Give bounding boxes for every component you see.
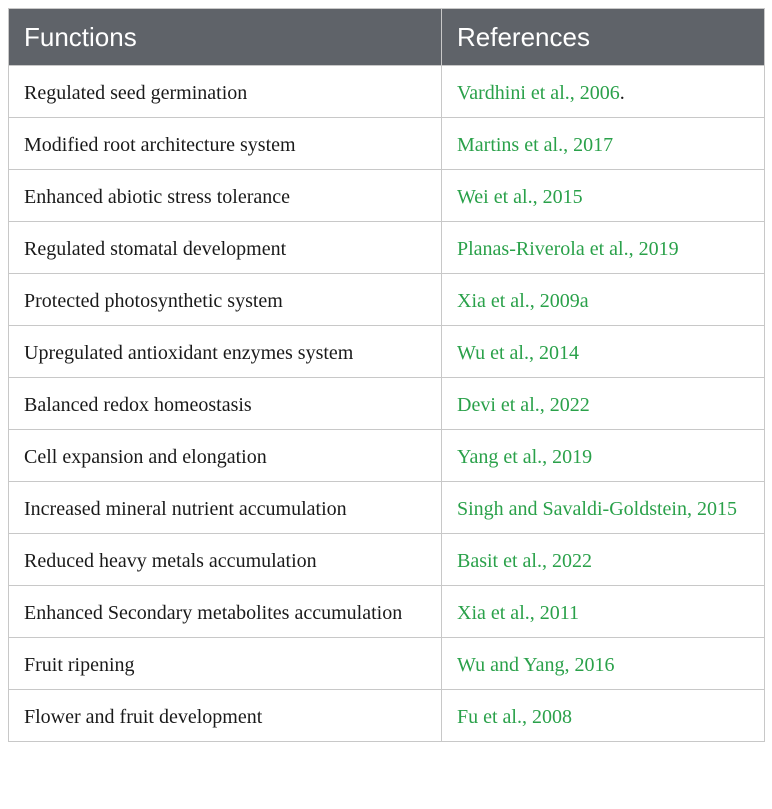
- table-row: [9, 170, 765, 222]
- table-row: [9, 638, 765, 690]
- function-cell: Balanced redox homeostasis: [9, 378, 442, 430]
- reference-link[interactable]: Fu et al., 2008: [457, 706, 572, 728]
- table-row: [9, 482, 765, 534]
- reference-cell: [442, 274, 765, 326]
- table-row: [9, 586, 765, 638]
- reference-link[interactable]: Xia et al., 2011: [457, 602, 580, 624]
- reference-link[interactable]: Wu et al., 2014: [457, 342, 579, 364]
- table-row: [9, 326, 765, 378]
- function-cell: Regulated seed germination: [9, 66, 442, 118]
- reference-link[interactable]: Martins et al., 2017: [457, 134, 614, 156]
- function-cell: Fruit ripening: [9, 638, 442, 690]
- table-row: [9, 222, 765, 274]
- reference-cell: [442, 66, 765, 118]
- reference-link[interactable]: Wei et al., 2015: [457, 186, 583, 208]
- reference-cell: [442, 170, 765, 222]
- function-cell: Increased mineral nutrient accumulation: [9, 482, 442, 534]
- functions-references-table: [8, 8, 765, 742]
- function-cell: Protected photosynthetic system: [9, 274, 442, 326]
- function-cell: Modified root architecture system: [9, 118, 442, 170]
- reference-link[interactable]: Basit et al., 2022: [457, 550, 592, 572]
- reference-cell: [442, 638, 765, 690]
- function-cell: Reduced heavy metals accumulation: [9, 534, 442, 586]
- function-cell: Enhanced Secondary metabolites accumulation: [9, 586, 442, 638]
- table-row: [9, 534, 765, 586]
- reference-cell: [442, 534, 765, 586]
- reference-link[interactable]: Planas-Riverola et al., 2019: [457, 238, 679, 260]
- reference-cell: [442, 430, 765, 482]
- reference-tail: .: [619, 82, 625, 104]
- reference-cell: [442, 118, 765, 170]
- table-row: [9, 378, 765, 430]
- function-cell: Flower and fruit development: [9, 690, 442, 742]
- table-row: [9, 430, 765, 482]
- function-cell: Upregulated antioxidant enzymes system: [9, 326, 442, 378]
- table-row: [9, 118, 765, 170]
- reference-cell: [442, 482, 765, 534]
- header-functions: Functions: [9, 9, 442, 66]
- table-row: [9, 274, 765, 326]
- reference-cell: [442, 690, 765, 742]
- function-cell: Regulated stomatal development: [9, 222, 442, 274]
- reference-cell: [442, 326, 765, 378]
- reference-link[interactable]: Wu and Yang, 2016: [457, 654, 615, 676]
- reference-link[interactable]: Yang et al., 2019: [457, 446, 593, 468]
- function-cell: Enhanced abiotic stress tolerance: [9, 170, 442, 222]
- table-row: [9, 66, 765, 118]
- table-header-row: [9, 9, 765, 66]
- reference-link[interactable]: Singh and Savaldi-Goldstein, 2015: [457, 498, 737, 520]
- reference-link[interactable]: Vardhini et al., 2006: [457, 82, 620, 104]
- reference-link[interactable]: Xia et al., 2009a: [457, 290, 589, 312]
- function-cell: Cell expansion and elongation: [9, 430, 442, 482]
- header-references: References: [442, 9, 765, 66]
- reference-cell: [442, 222, 765, 274]
- reference-cell: [442, 586, 765, 638]
- reference-link[interactable]: Devi et al., 2022: [457, 394, 590, 416]
- table-row: [9, 690, 765, 742]
- reference-cell: [442, 378, 765, 430]
